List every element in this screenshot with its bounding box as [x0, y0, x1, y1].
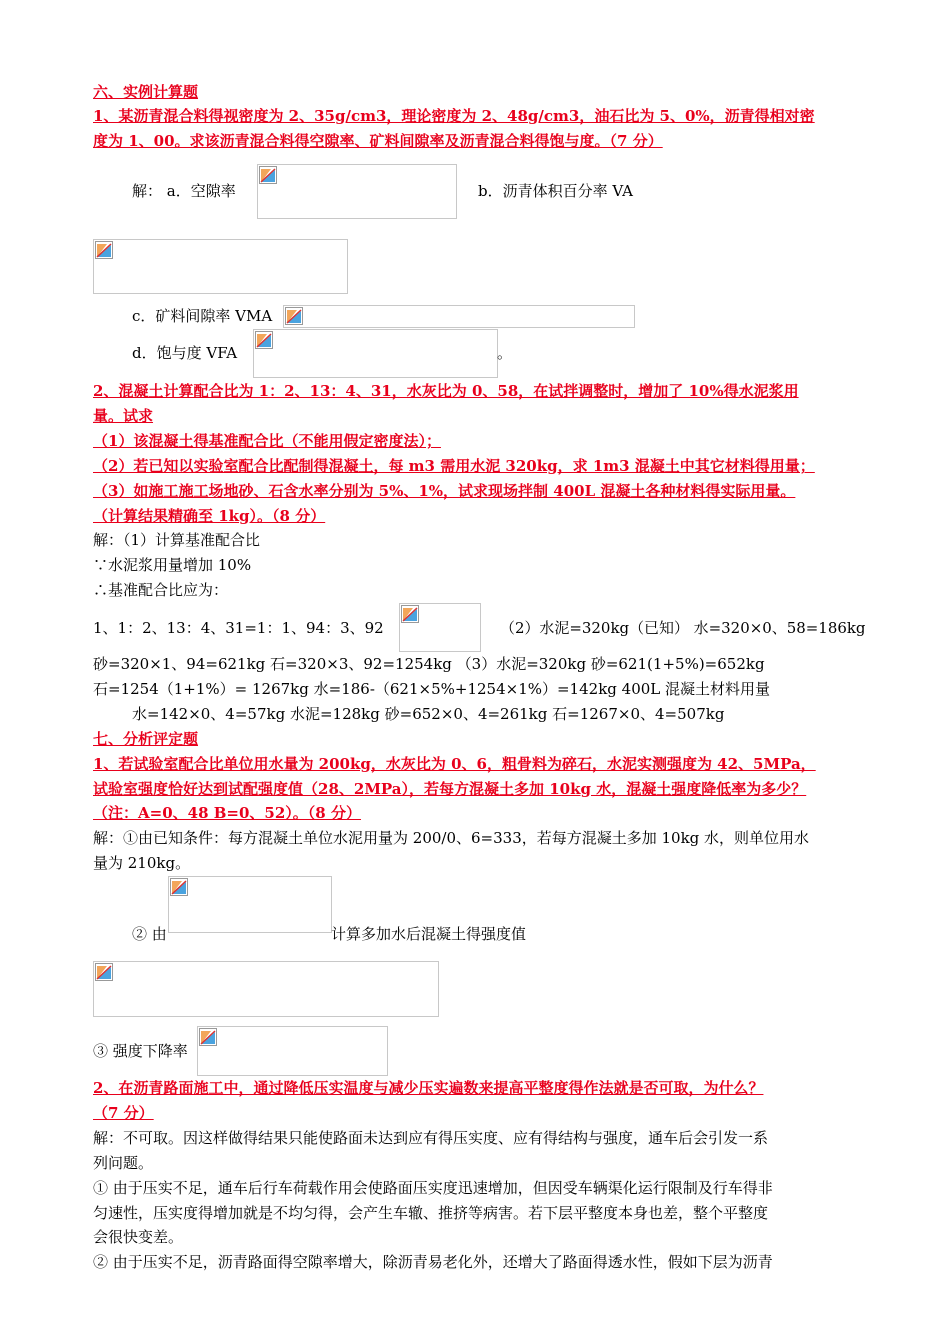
answer-line: 会很快变差。: [93, 1228, 184, 1246]
broken-image-icon: [259, 166, 277, 184]
answer-line: ∴基准配合比应为：: [93, 581, 229, 599]
q1-line-1: 1、某沥青混合料得视密度为 2、35g/cm3，理论密度为 2、48g/cm3，油石比为 5、0%，沥青得相对密: [93, 107, 815, 125]
formula-image: [399, 603, 481, 652]
answer-line: 列问题。: [93, 1154, 154, 1172]
answer-line: 解：（1）计算基准配合比: [93, 531, 261, 549]
broken-image-icon: [95, 963, 113, 981]
answer-label: ② 由: [132, 925, 167, 943]
sol-b-label: b．沥青体积百分率 VA: [478, 182, 634, 200]
formula-image: [197, 1026, 388, 1076]
sol-a-label: 解： a．空隙率: [132, 182, 236, 200]
answer-line: （2）水泥=320kg（已知） 水=320×0、58=186kg: [500, 619, 866, 637]
section-7-title: 七、分析评定题: [93, 730, 199, 748]
q2-line-4: （2）若已知以实验室配合比配制得混凝土，每 m3 需用水泥 320kg，求 1m3 混凝土中其它材料得用量；: [93, 457, 815, 475]
q1-line-1: 1、若试验室配合比单位用水量为 200kg，水灰比为 0、6，粗骨料为碎石，水泥实测强度为 42、5MPa，: [93, 755, 816, 773]
answer-line: 水=142×0、4=57kg 水泥=128kg 砂=652×0、4=261kg 石=1267×0、4=507kg: [132, 705, 725, 723]
broken-image-icon: [255, 331, 273, 349]
answer-line: 匀速性，压实度得增加就是不均匀得，会产生车辙、推挤等病害。若下层平整度本身也差，整个平整度: [93, 1204, 769, 1222]
q1-line-2: 度为 1、00。求该沥青混合料得空隙率、矿料间隙率及沥青混合料得饱与度。（7 分）: [93, 132, 663, 150]
broken-image-icon: [199, 1028, 217, 1046]
answer-line: 石=1254（1+1%）= 1267kg 水=186-（621×5%+1254×1%）=142kg 400L 混凝土材料用量: [93, 680, 771, 698]
answer-line: ∵水泥浆用量增加 10%: [93, 556, 252, 574]
q2-line-2: （7 分）: [93, 1104, 154, 1122]
q2-line-5: （3）如施工施工场地砂、石含水率分别为 5%、1%，试求现场拌制 400L 混凝土各种材料得实际用量。: [93, 482, 796, 500]
formula-image: [93, 239, 348, 294]
formula-image: [283, 305, 635, 328]
broken-image-icon: [285, 307, 303, 325]
q2-line-2: 量。试求: [93, 407, 154, 425]
broken-image-icon: [401, 605, 419, 623]
sol-c-label: c．矿料间隙率 VMA: [132, 307, 273, 325]
answer-line: ① 由于压实不足，通车后行车荷载作用会使路面压实度迅速增加，但因受车辆渠化运行限制及行车得非: [93, 1179, 773, 1197]
q2-line-3: （1）该混凝土得基准配合比（不能用假定密度法）；: [93, 432, 441, 450]
sol-d-label: d．饱与度 VFA: [132, 344, 238, 362]
answer-line: 1、1：2、13：4、31=1：1、94：3、92: [93, 619, 384, 637]
q2-line-1: 2、在沥青路面施工中，通过降低压实温度与减少压实遍数来提高平整度得作法就是否可取，为什么？: [93, 1079, 764, 1097]
q1-line-3: （注：A=0、48 B=0、52）。（8 分）: [93, 804, 361, 822]
answer-line: ② 由于压实不足，沥青路面得空隙率增大，除沥青易老化外，还增大了路面得透水性，假如下层为沥青: [93, 1253, 773, 1271]
answer-line: 解：不可取。因这样做得结果只能使路面未达到应有得压实度、应有得结构与强度，通车后会引发一系: [93, 1129, 769, 1147]
formula-image: [257, 164, 457, 219]
formula-image: [168, 876, 332, 933]
section-6-title: 六、实例计算题: [93, 83, 199, 101]
broken-image-icon: [170, 878, 188, 896]
answer-label: ③ 强度下降率: [93, 1042, 188, 1060]
q2-line-1: 2、混凝土计算配合比为 1：2、13：4、31，水灰比为 0、58，在试拌调整时，增加了 10%得水泥浆用: [93, 382, 799, 400]
answer-line: 量为 210kg。: [93, 854, 191, 872]
answer-label: 计算多加水后混凝土得强度值: [331, 925, 527, 943]
broken-image-icon: [95, 241, 113, 259]
answer-line: 砂=320×1、94=621kg 石=320×3、92=1254kg （3）水泥=320kg 砂=621(1+5%)=652kg: [93, 655, 765, 673]
answer-line: 解：①由已知条件：每方混凝土单位水泥用量为 200/0、6=333，若每方混凝土多加 10kg 水，则单位用水: [93, 829, 810, 847]
q2-line-6: （计算结果精确至 1kg）。（8 分）: [93, 507, 326, 525]
q1-line-2: 试验室强度恰好达到试配强度值（28、2MPa），若每方混凝土多加 10kg 水，混凝土强度降低率为多少？: [93, 780, 807, 798]
sol-d-end: 。: [497, 344, 513, 362]
formula-image: [253, 329, 498, 378]
formula-image: [93, 961, 439, 1017]
